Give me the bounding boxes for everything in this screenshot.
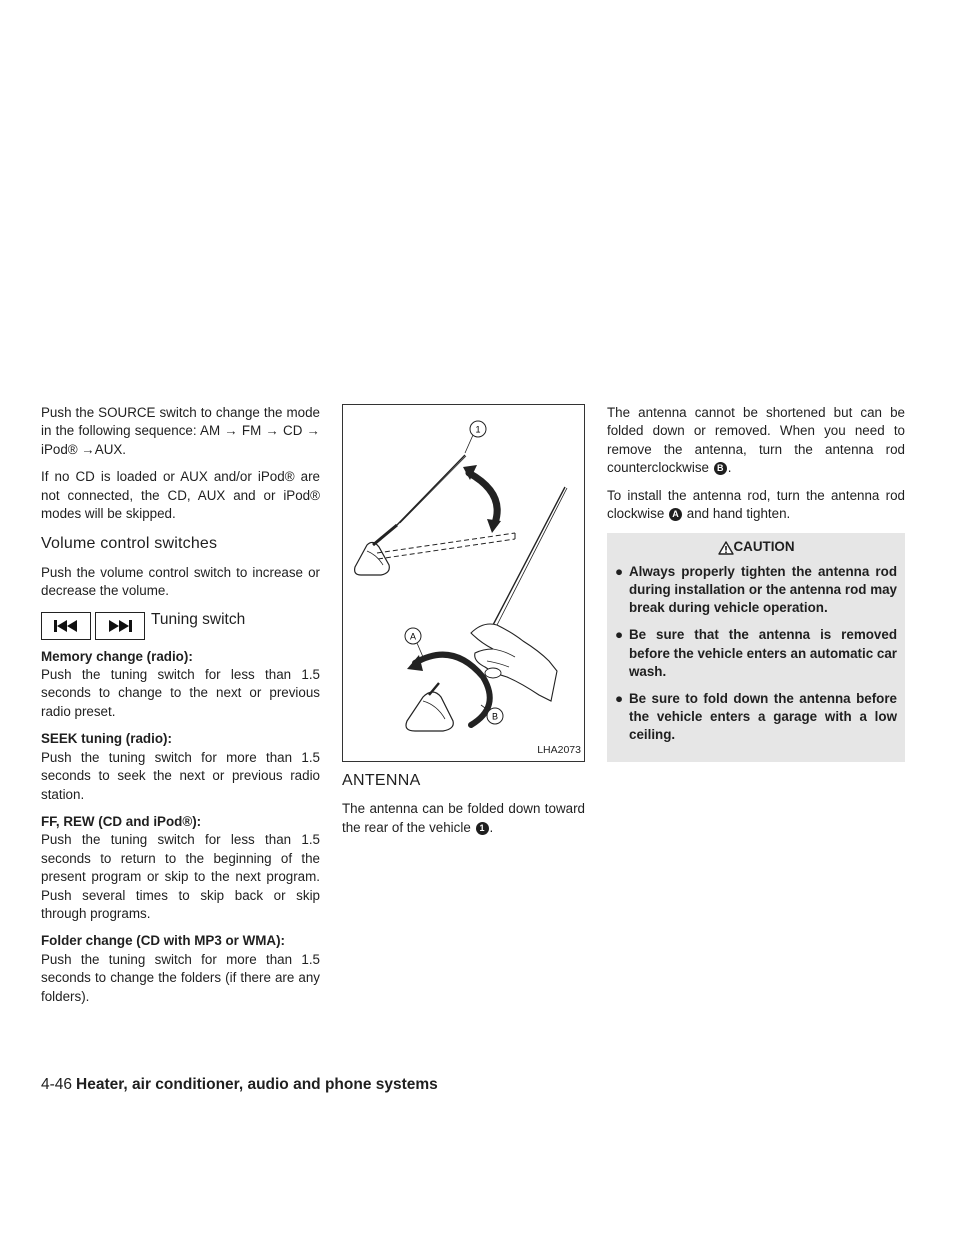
antenna-text-body: The antenna can be folded down toward the rear of the vehicle	[342, 801, 585, 835]
section-title: Heater, air conditioner, audio and phone systems	[76, 1076, 438, 1093]
item-title: SEEK tuning (radio):	[41, 731, 172, 747]
antenna-figure	[342, 404, 585, 762]
item-title: FF, REW (CD and iPod®):	[41, 813, 202, 829]
item-title: Memory change (radio):	[41, 648, 193, 664]
antenna-heading: ANTENNA	[342, 772, 421, 789]
caution-item	[615, 690, 897, 745]
callout-b: B	[491, 711, 499, 722]
column-left	[41, 404, 320, 1015]
column-middle	[342, 404, 585, 846]
figure-label: LHA2073	[537, 743, 581, 756]
caution-title-text: CAUTION	[733, 539, 795, 555]
caution-item-text: Be sure to fold down the antenna before the vehicle enters a garage with a low ceiling.	[629, 691, 897, 743]
item-ff-rew	[41, 813, 320, 923]
antenna-text: The antenna can be folded down toward the rear of the vehicle 1 .	[342, 801, 585, 835]
skip-back-icon	[41, 612, 91, 640]
caution-item-text: Be sure that the antenna is removed before the vehicle enters an automatic car wash.	[629, 627, 897, 679]
skip-forward-icon	[95, 612, 145, 640]
source-sequence-text: Push the SOURCE switch to change the mode in the following sequence: AM → FM → CD → iPod® →AUX.	[41, 405, 320, 457]
item-text: Push the tuning switch for more than 1.5 seconds to change the folders (if there are any folders).	[41, 951, 320, 1004]
page-footer	[41, 1076, 438, 1094]
item-title: Folder change (CD with MP3 or WMA):	[41, 933, 285, 949]
caution-box	[607, 533, 905, 761]
callout-1: 1	[475, 424, 481, 435]
page-number: 4-46	[41, 1076, 73, 1093]
item-folder-change	[41, 932, 320, 1006]
mode-skip-text: If no CD is loaded or AUX and/or iPod® are not connected, the CD, AUX and or iPod® modes will be skipped.	[41, 469, 320, 522]
ref-circle-b: B	[714, 462, 727, 475]
caution-title	[615, 538, 897, 556]
tuning-switch-label: Tuning switch	[151, 611, 246, 629]
bullet-icon: ●	[615, 627, 624, 643]
bullet-icon: ●	[615, 691, 624, 707]
ref-circle-1: 1	[476, 822, 489, 835]
item-text: Push the tuning switch for more than 1.5 seconds to seek the next or previous radio station.	[41, 749, 320, 802]
antenna-install-end: and hand tighten.	[686, 506, 791, 522]
antenna-install-body: To install the antenna rod, turn the antenna rod clockwise	[607, 487, 905, 522]
volume-text: Push the volume control switch to increase or decrease the volume.	[41, 564, 320, 599]
item-seek-tuning	[41, 730, 320, 804]
item-memory-change	[41, 648, 320, 722]
callout-a: A	[409, 631, 417, 642]
caution-item-text: Always properly tighten the antenna rod during installation or the antenna rod may break during vehicle operation.	[629, 563, 897, 616]
antenna-remove-text: The antenna cannot be shortened but can be folded down or removed. When you need to remove the antenna, turn the antenna rod counterclockwise B .	[607, 405, 905, 476]
caution-item	[615, 563, 897, 618]
item-text: Push the tuning switch for less than 1.5 seconds to return to the beginning of the present program or skip to the next program. Push several times to skip back or skip through programs.	[41, 832, 320, 921]
antenna-illustration	[343, 405, 586, 763]
bullet-icon: ●	[615, 563, 624, 579]
antenna-install-text	[607, 487, 905, 524]
warning-icon	[718, 541, 734, 555]
column-right	[607, 404, 905, 762]
caution-list	[615, 563, 897, 745]
tuning-switch-row	[41, 610, 320, 642]
caution-item	[615, 626, 897, 681]
item-text: Push the tuning switch for less than 1.5 seconds to change to the next or previous radio preset.	[41, 667, 320, 719]
ref-circle-a: A	[669, 508, 682, 521]
volume-heading: Volume control switches	[41, 535, 218, 553]
antenna-remove-body: The antenna cannot be shortened but can be folded down or removed. When you need to remove the antenna, turn the antenna rod counterclockwise	[607, 405, 905, 476]
